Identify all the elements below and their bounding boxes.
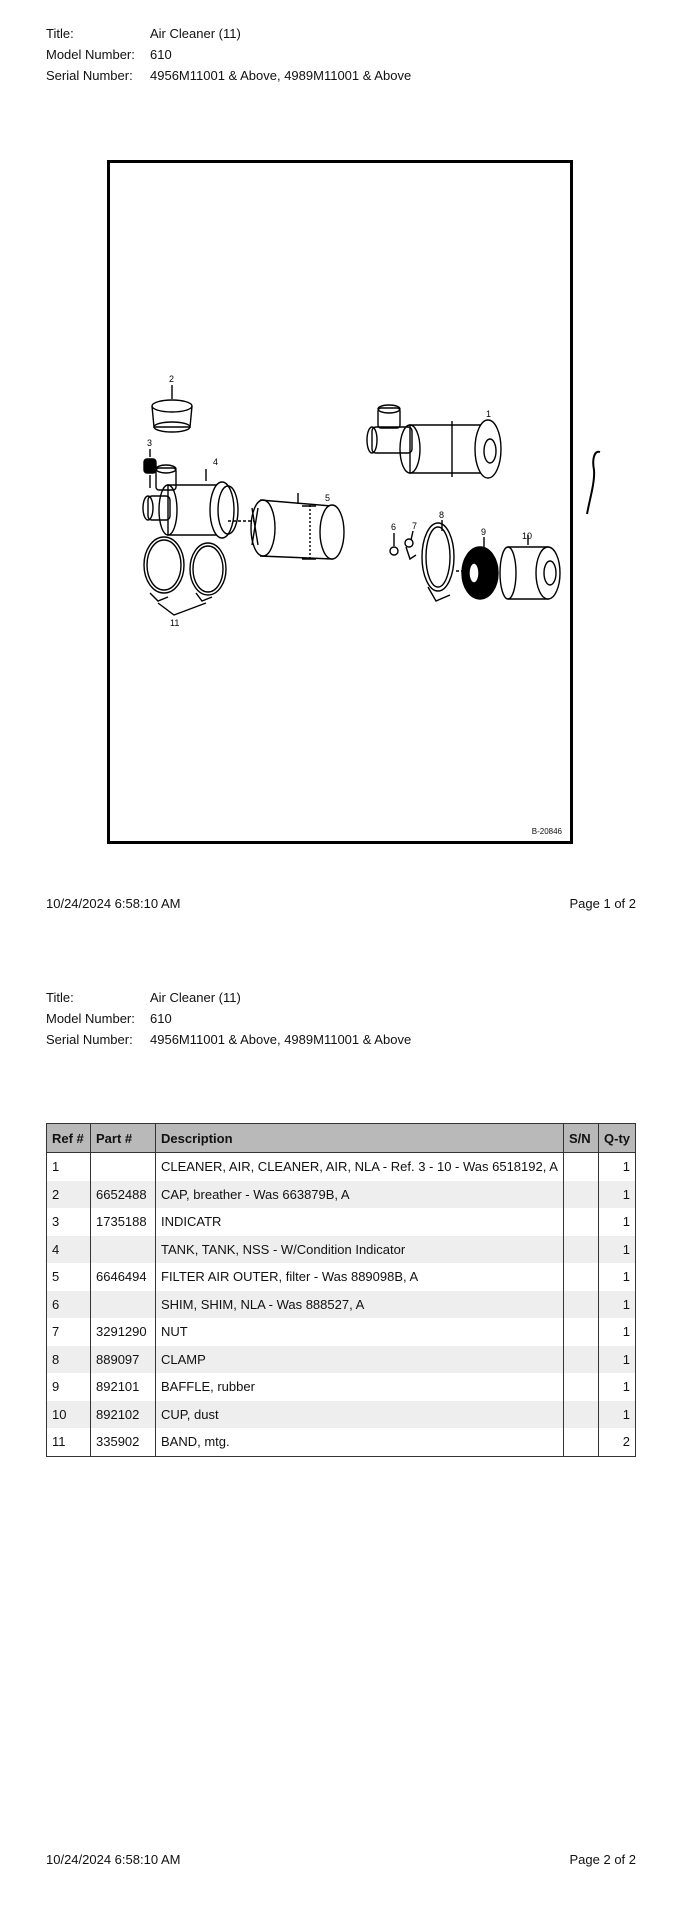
serial-value: 4956M11001 & Above, 4989M11001 & Above xyxy=(150,68,412,83)
table-row xyxy=(47,1373,636,1401)
sn-cell xyxy=(564,1153,599,1181)
sn-cell xyxy=(564,1236,599,1264)
description-cell: NUT xyxy=(156,1318,564,1346)
description-cell: SHIM, SHIM, NLA - Was 888527, A xyxy=(156,1291,564,1319)
col-qty-header: Q-ty xyxy=(599,1124,636,1153)
serial-label: Serial Number: xyxy=(46,68,133,83)
model-label: Model Number: xyxy=(46,1011,135,1026)
part-cell: 6652488 xyxy=(91,1181,156,1209)
callout-5: 5 xyxy=(325,493,331,503)
description-cell: INDICATR xyxy=(156,1208,564,1236)
part-cell: 1735188 xyxy=(91,1208,156,1236)
description-cell: CAP, breather - Was 663879B, A xyxy=(156,1181,564,1209)
ref-cell: 1 xyxy=(47,1153,91,1181)
callout-9: 9 xyxy=(481,527,487,537)
description-cell: BAND, mtg. xyxy=(156,1428,564,1456)
description-cell: CLEANER, AIR, CLEANER, AIR, NLA - Ref. 3 - 10 - Was 6518192, A xyxy=(156,1153,564,1181)
ref-cell: 3 xyxy=(47,1208,91,1236)
clamp-illustration xyxy=(422,520,454,601)
page1-timestamp: 10/24/2024 6:58:10 AM xyxy=(46,896,181,911)
exploded-view-drawing xyxy=(110,163,570,841)
page2-footer xyxy=(46,1852,636,1867)
table-row xyxy=(47,1428,636,1456)
parts-table xyxy=(46,1123,636,1457)
table-row xyxy=(47,1263,636,1291)
part-cell: 335902 xyxy=(91,1428,156,1456)
sn-cell xyxy=(564,1346,599,1374)
tank-illustration xyxy=(143,465,238,538)
qty-cell: 1 xyxy=(599,1153,636,1181)
indicator-illustration xyxy=(144,449,156,488)
part-cell: 892102 xyxy=(91,1401,156,1429)
part-cell xyxy=(91,1236,156,1264)
description-cell: CLAMP xyxy=(156,1346,564,1374)
callout-1: 1 xyxy=(486,409,492,419)
description-cell: TANK, TANK, NSS - W/Condition Indicator xyxy=(156,1236,564,1264)
callout-2: 2 xyxy=(169,374,175,384)
qty-cell: 1 xyxy=(599,1263,636,1291)
sn-cell xyxy=(564,1373,599,1401)
sn-cell xyxy=(564,1318,599,1346)
title-row xyxy=(46,23,411,44)
shim-nut-illustration xyxy=(390,531,416,559)
model-row xyxy=(46,1008,411,1029)
baffle-illustration xyxy=(456,537,498,599)
title-value: Air Cleaner (11) xyxy=(150,990,241,1005)
page1-number: Page 1 of 2 xyxy=(569,896,636,911)
model-value: 610 xyxy=(150,1011,172,1026)
part-cell: 6646494 xyxy=(91,1263,156,1291)
qty-cell: 1 xyxy=(599,1401,636,1429)
description-cell: CUP, dust xyxy=(156,1401,564,1429)
ref-cell: 4 xyxy=(47,1236,91,1264)
callout-3: 3 xyxy=(147,438,153,448)
model-value: 610 xyxy=(150,47,172,62)
qty-cell: 1 xyxy=(599,1373,636,1401)
callout-4: 4 xyxy=(213,457,219,467)
table-header-row xyxy=(47,1124,636,1153)
qty-cell: 1 xyxy=(599,1208,636,1236)
page1-footer xyxy=(46,896,636,911)
qty-cell: 2 xyxy=(599,1428,636,1456)
col-description-header: Description xyxy=(156,1124,564,1153)
qty-cell: 1 xyxy=(599,1318,636,1346)
page1-header xyxy=(46,23,411,86)
page2-number: Page 2 of 2 xyxy=(569,1852,636,1867)
part-cell: 889097 xyxy=(91,1346,156,1374)
title-label: Title: xyxy=(46,990,74,1005)
serial-value: 4956M11001 & Above, 4989M11001 & Above xyxy=(150,1032,412,1047)
part-cell: 3291290 xyxy=(91,1318,156,1346)
table-row xyxy=(47,1346,636,1374)
ref-cell: 10 xyxy=(47,1401,91,1429)
ref-cell: 5 xyxy=(47,1263,91,1291)
title-row xyxy=(46,987,411,1008)
table-row xyxy=(47,1153,636,1181)
table-row xyxy=(47,1181,636,1209)
page2-timestamp: 10/24/2024 6:58:10 AM xyxy=(46,1852,181,1867)
table-row xyxy=(47,1291,636,1319)
callout-6: 6 xyxy=(391,522,397,532)
ref-cell: 11 xyxy=(47,1428,91,1456)
ref-cell: 7 xyxy=(47,1318,91,1346)
title-value: Air Cleaner (11) xyxy=(150,26,241,41)
serial-row xyxy=(46,65,411,86)
sn-cell xyxy=(564,1428,599,1456)
part-cell xyxy=(91,1291,156,1319)
description-cell: FILTER AIR OUTER, filter - Was 889098B, A xyxy=(156,1263,564,1291)
ref-cell: 8 xyxy=(47,1346,91,1374)
page2-header xyxy=(46,987,411,1050)
sn-cell xyxy=(564,1401,599,1429)
dust-cup-illustration xyxy=(500,535,560,599)
handwritten-mark xyxy=(582,448,606,520)
ref-cell: 9 xyxy=(47,1373,91,1401)
qty-cell: 1 xyxy=(599,1181,636,1209)
qty-cell: 1 xyxy=(599,1346,636,1374)
model-row xyxy=(46,44,411,65)
callout-10: 10 xyxy=(522,531,533,541)
table-row xyxy=(47,1208,636,1236)
serial-label: Serial Number: xyxy=(46,1032,133,1047)
parts-diagram xyxy=(107,160,573,844)
table-row xyxy=(47,1318,636,1346)
qty-cell: 1 xyxy=(599,1291,636,1319)
sn-cell xyxy=(564,1263,599,1291)
callout-11: 11 xyxy=(170,618,180,628)
sn-cell xyxy=(564,1208,599,1236)
table-row xyxy=(47,1401,636,1429)
assembled-cleaner-illustration xyxy=(367,405,501,478)
serial-row xyxy=(46,1029,411,1050)
col-part-header: Part # xyxy=(91,1124,156,1153)
model-label: Model Number: xyxy=(46,47,135,62)
qty-cell: 1 xyxy=(599,1236,636,1264)
callout-8: 8 xyxy=(439,510,445,520)
ref-cell: 2 xyxy=(47,1181,91,1209)
callout-7: 7 xyxy=(412,521,418,531)
sn-cell xyxy=(564,1291,599,1319)
ref-cell: 6 xyxy=(47,1291,91,1319)
part-cell: 892101 xyxy=(91,1373,156,1401)
col-sn-header: S/N xyxy=(564,1124,599,1153)
description-cell: BAFFLE, rubber xyxy=(156,1373,564,1401)
col-ref-header: Ref # xyxy=(47,1124,91,1153)
diagram-code: B-20846 xyxy=(531,827,562,836)
breather-cap-illustration xyxy=(152,385,192,432)
sn-cell xyxy=(564,1181,599,1209)
bands-illustration xyxy=(144,537,226,615)
table-row xyxy=(47,1236,636,1264)
part-cell xyxy=(91,1153,156,1181)
title-label: Title: xyxy=(46,26,74,41)
